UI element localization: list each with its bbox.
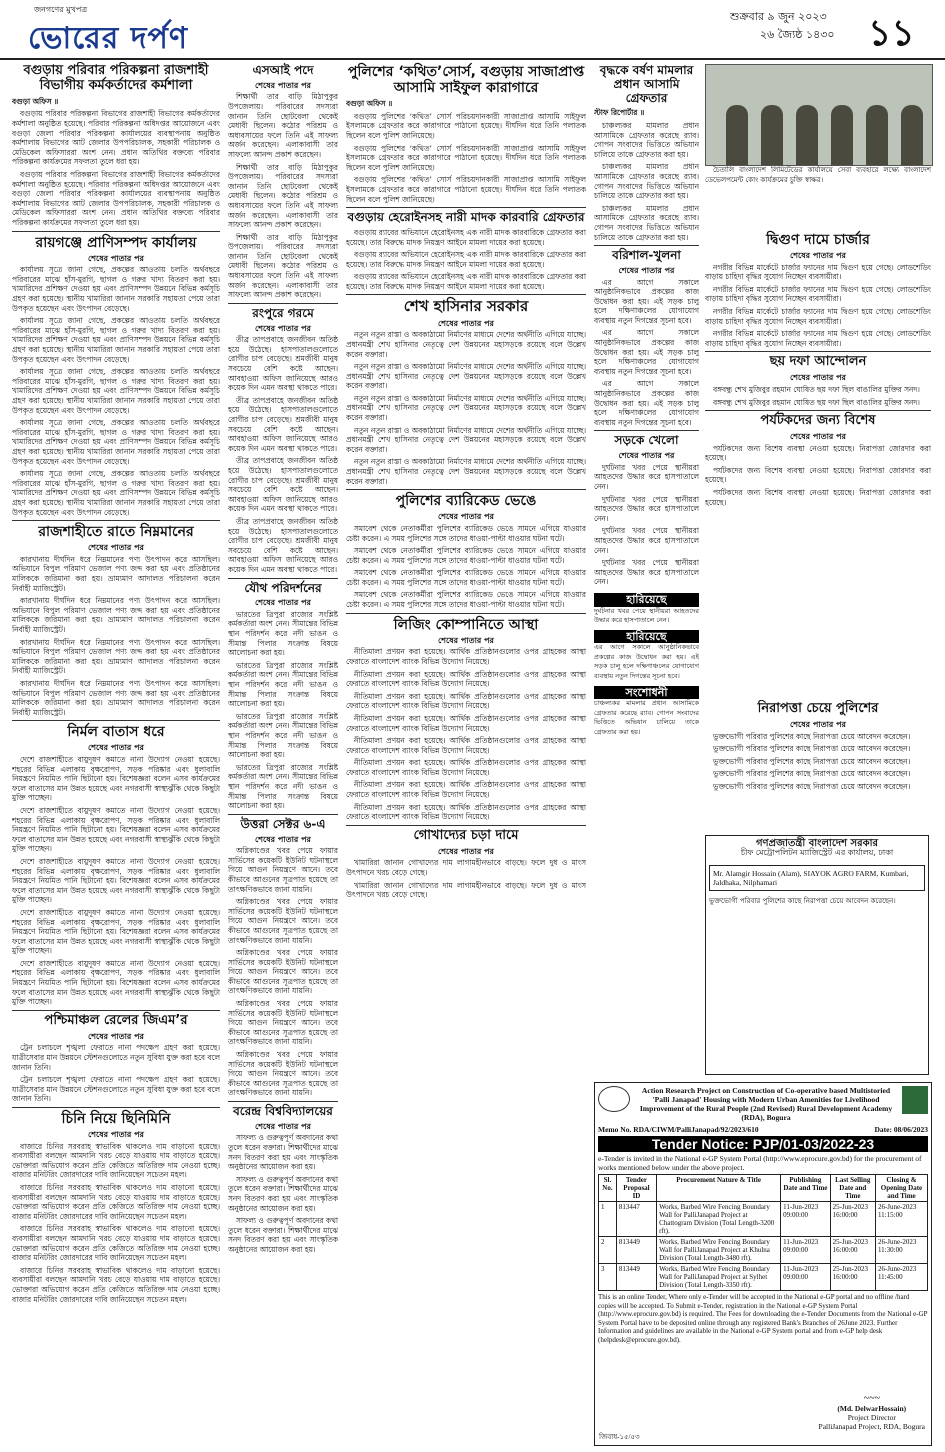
signer-name: (Md. DelwarHossain) <box>837 1404 907 1413</box>
subhead: শেষের পাতার পর <box>88 542 144 553</box>
cell: Works, Barbed Wire Fencing Boundary Wall for PalliJanapad Project at Chattogram Division (Total Length-3200 rft). <box>657 1202 781 1237</box>
headline: এসআই পদে <box>252 63 314 77</box>
subhead: শেষের পাতার পর <box>255 833 311 844</box>
ad-code: জিবাধ-১৫/৫৩ <box>599 1433 640 1441</box>
headline: পশ্চিমাঞ্চল রেলের জিএম’র <box>44 1012 188 1028</box>
subhead: শেষের পাতার পর <box>618 450 675 461</box>
article-text: সমাবেশ থেকে নেতাকর্মীরা পুলিশের ব্যারিকেড ভেঙে সামনে এগিয়ে যাওয়ার চেষ্টা করেন। এ সময় পুলিশের সঙ্গে তাদের ধাওয়া-পাল্টা ধাওয়ার ঘটনা ঘটে। <box>346 590 586 610</box>
article-text: বাজারে চিনির সরবরাহ স্বাভাবিক থাকলেও দাম বাড়ানো হয়েছে। ব্যবসায়ীরা বলছেন আমদানি খরচ বেড়ে যাওয়ায় দাম বাড়াতে হয়েছে। ভোক্তারা অভিযোগ করেন প্রতি কেজিতে অতিরিক্ত দাম নেওয়া হচ্ছে। বাজার মনিটরিং জোরদারের দাবি জানিয়েছেন সচেতন মহল। <box>12 1224 220 1263</box>
cell: 25-Jun-2023 16:00:00 <box>830 1237 875 1264</box>
column-5 <box>705 230 931 700</box>
subhead: শেষের পাতার পর <box>255 597 311 608</box>
article-text: কারখানায় দীর্ঘদিন ধরে নিম্নমানের পণ্য উৎপাদন করে আসছিল। অভিযানে বিপুল পরিমাণ ভেজাল পণ্য জব্দ করা হয় এবং প্রতিষ্ঠানের মালিককে জরিমানা করা হয়। ভ্রাম্যমাণ আদালত পরিচালনা করেন নির্বাহী ম্যাজিস্ট্রেট। <box>12 678 220 717</box>
subhead: শেষের পাতার পর <box>438 845 494 856</box>
article-text: ভুক্তভোগী পরিবার পুলিশের কাছে নিরাপত্তা চেয়ে আবেদন করেছেন। <box>713 756 911 766</box>
article-text: দুর্ঘটনার খবর পেয়ে স্থানীয়রা আহতদের উদ্ধার করে হাসপাতালে নেন। <box>594 558 699 587</box>
col-header: Last Selling Date and Time <box>830 1175 875 1202</box>
article-text: দুর্ঘটনার খবর পেয়ে স্থানীয়রা আহতদের উদ্ধার করে হাসপাতালে নেন। <box>594 526 699 555</box>
headline: বরেন্দ্র বিশ্ববিদ্যালয়ের <box>233 1104 333 1118</box>
news-photo <box>705 64 933 166</box>
caption-text: চৈতালি বাংলাদেশ লিমিটেডের কার্যালয়ে সেবা ব্যবহারে লক্ষ্যে বাংলাদেশ ডেভেলপমেন্ট কোং কার্যক্রমের চুক্তি স্বাক্ষর। <box>705 166 931 184</box>
cell: 25-Jun-2023 16:00:00 <box>830 1264 875 1291</box>
column-1 <box>12 62 220 1442</box>
column-3 <box>346 62 586 1442</box>
newspaper-logo: ভোরের দর্পণ <box>28 21 188 56</box>
rda-logo <box>598 1086 630 1112</box>
article-text: ভারতের ত্রিপুরা রাজ্যের সংশ্লিষ্ট কর্মকর্তারা অংশ নেন। সীমান্তের বিভিন্ন স্থান পরিদর্শন করে নদী ভাঙন ও সীমান্ত পিলার সংক্রান্ত বিষয়ে আলোচনা করা হয়। <box>228 609 338 658</box>
article-text: নগরীর বিভিন্ন মার্কেটে চার্জার ফ্যানের দাম দ্বিগুণ হয়ে গেছে। লোডশেডিং বাড়ায় চাহিদা বৃদ্ধির সুযোগ নিচ্ছেন ব্যবসায়ীরা। <box>705 262 931 282</box>
subhead: শেষের পাতার পর <box>255 79 311 90</box>
article-text: ভারতের ত্রিপুরা রাজ্যের সংশ্লিষ্ট কর্মকর্তারা অংশ নেন। সীমান্তের বিভিন্ন স্থান পরিদর্শন করে নদী ভাঙন ও সীমান্ত পিলার সংক্রান্ত বিষয়ে আলোচনা করা হয়। <box>228 660 338 709</box>
subhead: শেষের পাতার পর <box>255 322 311 333</box>
subhead: শেষের পাতার পর <box>790 718 846 729</box>
article-text: সমাবেশ থেকে নেতাকর্মীরা পুলিশের ব্যারিকেড ভেঙে সামনে এগিয়ে যাওয়ার চেষ্টা করেন। এ সময় পুলিশের সঙ্গে তাদের ধাওয়া-পাল্টা ধাওয়ার ঘটনা ঘটে। <box>346 568 586 587</box>
subhead: শেষের পাতার পর <box>438 317 494 328</box>
headline: দ্বিগুণ দামে চার্জার <box>766 232 870 248</box>
article-text: তীব্র তাপপ্রবাহে জনজীবন অতিষ্ঠ হয়ে উঠেছে। হাসপাতালগুলোতে রোগীর চাপ বেড়েছে। শ্রমজীবী মানুষ সবচেয়ে বেশি কষ্টে আছেন। আবহাওয়া অফিস জানিয়েছে আরও কয়েক দিন এমন অবস্থা থাকতে পারে। <box>228 456 338 514</box>
cell: 2 <box>599 1237 617 1264</box>
cell: Works, Barbed Wire Fencing Boundary Wall for PalliJanapad Project at Khulna Division (Total Length-3480 rft). <box>657 1237 781 1264</box>
article-text: কার্যালয় সূত্রে জানা গেছে, প্রকল্পের আওতায় চলতি অর্থবছরে পরিবারের মাঝে হাঁস-মুরগি, ছাগল ও গরুর খাদ্য বিতরণ করা হয়। খামারিদের প্রশিক্ষণ দেওয়া হয় এবং প্রাণিসম্পদ উন্নয়নে বিভিন্ন কর্মসূচি গ্রহণ করা হয়েছে। স্থানীয় খামারিরা জানান সরকারি সহায়তা পেয়ে তারা উপকৃত হয়েছেন এবং উৎপাদন বেড়েছে। <box>12 367 220 415</box>
article-text: কার্যালয় সূত্রে জানা গেছে, প্রকল্পের আওতায় চলতি অর্থবছরে পরিবারের মাঝে হাঁস-মুরগি, ছাগল ও গরুর খাদ্য বিতরণ করা হয়। খামারিদের প্রশিক্ষণ দেওয়া হয় এবং প্রাণিসম্পদ উন্নয়নে বিভিন্ন কর্মসূচি গ্রহণ করা হয়েছে। স্থানীয় খামারিরা জানান সরকারি সহায়তা পেয়ে তারা উপকৃত হয়েছেন এবং উৎপাদন বেড়েছে। <box>12 469 220 517</box>
article-text: তীব্র তাপপ্রবাহে জনজীবন অতিষ্ঠ হয়ে উঠেছে। হাসপাতালগুলোতে রোগীর চাপ বেড়েছে। শ্রমজীবী মানুষ সবচেয়ে বেশি কষ্টে আছেন। আবহাওয়া অফিস জানিয়েছে আরও কয়েক দিন এমন অবস্থা থাকতে পারে। <box>228 516 338 574</box>
col-header: Tender Proposal ID <box>616 1175 656 1202</box>
headline: সড়কে খেলো <box>614 433 679 448</box>
tender-notice-number: Tender Notice: PJP/01-03/2022-23 <box>598 1136 928 1152</box>
headline: রায়গঞ্জে প্রাণিসম্পদ কার্যালয় <box>35 234 197 251</box>
article-text: চাঞ্চল্যকর মামলার প্রধান আসামিকে গ্রেফতার করেছে র‌্যাব। গোপন সংবাদের ভিত্তিতে অভিযান চালিয়ে তাকে গ্রেফতার করা হয়। <box>594 162 699 201</box>
article-text: দেশে রাজশাহীতে বায়ুদূষণ কমাতে নানা উদ্যোগ নেওয়া হয়েছে। শহরের বিভিন্ন এলাকায় বৃক্ষরোপণ, সড়ক পরিষ্কার এবং ধুলাবালি নিয়ন্ত্রণে নিয়মিত পানি ছিটানো হয়। বিশেষজ্ঞরা বলেন এসব কার্যক্রমের ফলে বাতাসের মান উন্নত হয়েছে এবং নগরবাসী স্বাস্থ্যঝুঁকি থেকে কিছুটা মুক্তি পাচ্ছেন। <box>12 907 220 956</box>
article-text: নীতিমালা প্রণয়ন করা হয়েছে। আর্থিক প্রতিষ্ঠানগুলোর ওপর গ্রাহকের আস্থা ফেরাতে বাংলাদেশ ব্যাংক বিভিন্ন উদ্যোগ নিয়েছে। <box>346 713 586 733</box>
subhead: শেষের পাতার পর <box>88 742 144 753</box>
article-text: ট্রেন চলাচলে শৃঙ্খলা ফেরাতে নানা পদক্ষেপ গ্রহণ করা হয়েছে। যাত্রীসেবার মান উন্নয়নে স্টেশনগুলোতে নতুন সুবিধা যুক্ত করা হবে বলে জানান তিনি। <box>12 1075 220 1104</box>
article-text: অগ্নিকাণ্ডের খবর পেয়ে ফায়ার সার্ভিসের কয়েকটি ইউনিট ঘটনাস্থলে গিয়ে আগুন নিয়ন্ত্রণে আনে। তবে কীভাবে আগুনের সূত্রপাত হয়েছে তা তাৎক্ষণিকভাবে জানা যায়নি। <box>228 846 338 894</box>
article-text: কারখানায় দীর্ঘদিন ধরে নিম্নমানের পণ্য উৎপাদন করে আসছিল। অভিযানে বিপুল পরিমাণ ভেজাল পণ্য জব্দ করা হয় এবং প্রতিষ্ঠানের মালিককে জরিমানা করা হয়। ভ্রাম্যমাণ আদালত পরিচালনা করেন নির্বাহী ম্যাজিস্ট্রেট। <box>12 596 220 634</box>
article-text: বঙ্গবন্ধু শেখ মুজিবুর রহমান ঘোষিত ছয় দফা ছিল বাঙালির মুক্তির সনদ। <box>713 384 920 394</box>
court-subtitle: চীফ মেট্রোপলিটন ম্যাজিস্ট্রেট এর কার্যালয়, ঢাকা <box>740 848 894 857</box>
byline: বগুড়া অফিস ॥ <box>12 96 59 106</box>
subhead: শেষের পাতার পর <box>790 431 846 442</box>
article-text: সমাবেশ থেকে নেতাকর্মীরা পুলিশের ব্যারিকেড ভেঙে সামনে এগিয়ে যাওয়ার চেষ্টা করেন। এ সময় পুলিশের সঙ্গে তাদের ধাওয়া-পাল্টা ধাওয়ার ঘটনা ঘটে। <box>346 546 586 565</box>
article-text: নতুন নতুন রাস্তা ও অবকাঠামো নির্মাণের মাধ্যমে দেশের অর্থনীতি এগিয়ে যাচ্ছে। প্রধানমন্ত্রী শেখ হাসিনার নেতৃত্বে দেশ উন্নয়নের মহাসড়কে রয়েছে বলে উল্লেখ করেন বক্তারা। <box>346 330 586 359</box>
article-text: শিক্ষার্থী তার বাড়ি মিঠাপুকুর উপজেলায়। পরিবারের সদস্যরা জানান তিনি ছোটবেলা থেকেই মেধাবী ছিলেন। কঠোর পরিশ্রম ও অধ্যবসায়ের ফলে তিনি এই সাফল্য অর্জন করেছেন। এলাকাবাসী তার সাফল্যে আনন্দ প্রকাশ করেছেন। <box>228 232 338 300</box>
tender-date: Date: 08/06/2023 <box>874 1125 928 1134</box>
article-text: নীতিমালা প্রণয়ন করা হয়েছে। আর্থিক প্রতিষ্ঠানগুলোর ওপর গ্রাহকের আস্থা ফেরাতে বাংলাদেশ ব্যাংক বিভিন্ন উদ্যোগ নিয়েছে। <box>346 691 586 711</box>
article-text: বঙ্গবন্ধু শেখ মুজিবুর রহমান ঘোষিত ছয় দফা ছিল বাঙালির মুক্তির সনদ। <box>713 397 920 407</box>
article-text: বাজারে চিনির সরবরাহ স্বাভাবিক থাকলেও দাম বাড়ানো হয়েছে। ব্যবসায়ীরা বলছেন আমদানি খরচ বেড়ে যাওয়ায় দাম বাড়াতে হয়েছে। ভোক্তারা অভিযোগ করেন প্রতি কেজিতে অতিরিক্ত দাম নেওয়া হচ্ছে। বাজার মনিটরিং জোরদারের দাবি জানিয়েছেন সচেতন মহল। <box>12 1265 220 1304</box>
col-header: Publishing Date and Time <box>781 1175 831 1202</box>
cell: 813449 <box>616 1264 656 1291</box>
headline: পুলিশের ‘কথিত’সোর্স, বগুড়ায় সাজাপ্রাপ্ত আসামি সাইফুল কারাগারে <box>347 64 585 97</box>
subhead: শেষের পাতার পর <box>790 372 846 383</box>
article-text: শিক্ষার্থী তার বাড়ি মিঠাপুকুর উপজেলায়। পরিবারের সদস্যরা জানান তিনি ছোটবেলা থেকেই মেধাবী ছিলেন। কঠোর পরিশ্রম ও অধ্যবসায়ের ফলে তিনি এই সাফল্য অর্জন করেছেন। এলাকাবাসী তার সাফল্যে আনন্দ প্রকাশ করেছেন। <box>228 162 338 230</box>
article-text: ভুক্তভোগী পরিবার পুলিশের কাছে নিরাপত্তা চেয়ে আবেদন করেছেন। <box>713 731 911 741</box>
article-text: নীতিমালা প্রণয়ন করা হয়েছে। আর্থিক প্রতিষ্ঠানগুলোর ওপর গ্রাহকের আস্থা ফেরাতে বাংলাদেশ ব্যাংক বিভিন্ন উদ্যোগ নিয়েছে। <box>346 669 586 689</box>
article-text: নতুন নতুন রাস্তা ও অবকাঠামো নির্মাণের মাধ্যমে দেশের অর্থনীতি এগিয়ে যাচ্ছে। প্রধানমন্ত্রী শেখ হাসিনার নেতৃত্বে দেশ উন্নয়নের মহাসড়কে রয়েছে বলে উল্লেখ করেন বক্তারা। <box>346 393 586 423</box>
article-text: ভুক্তভোগী পরিবার পুলিশের কাছে নিরাপত্তা চেয়ে আবেদন করেছেন। <box>713 781 911 791</box>
headline: চিনি নিয়ে ছিনিমিনি <box>61 1110 171 1127</box>
page-number: ১১ <box>868 13 915 54</box>
article-text: অগ্নিকাণ্ডের খবর পেয়ে ফায়ার সার্ভিসের কয়েকটি ইউনিট ঘটনাস্থলে গিয়ে আগুন নিয়ন্ত্রণে আনে। তবে কীভাবে আগুনের সূত্রপাত হয়েছে তা তাৎক্ষণিকভাবে জানা যায়নি। <box>228 897 338 945</box>
article-text: শিক্ষার্থী তার বাড়ি মিঠাপুকুর উপজেলায়। পরিবারের সদস্যরা জানান তিনি ছোটবেলা থেকেই মেধাবী ছিলেন। কঠোর পরিশ্রম ও অধ্যবসায়ের ফলে তিনি এই সাফল্য অর্জন করেছেন। এলাকাবাসী তার সাফল্যে আনন্দ প্রকাশ করেছেন। <box>228 92 338 159</box>
article-text: অগ্নিকাণ্ডের খবর পেয়ে ফায়ার সার্ভিসের কয়েকটি ইউনিট ঘটনাস্থলে গিয়ে আগুন নিয়ন্ত্রণে আনে। তবে কীভাবে আগুনের সূত্রপাত হয়েছে তা তাৎক্ষণিকভাবে জানা যায়নি। <box>228 1050 338 1098</box>
article-text: কারখানায় দীর্ঘদিন ধরে নিম্নমানের পণ্য উৎপাদন করে আসছিল। অভিযানে বিপুল পরিমাণ ভেজাল পণ্য জব্দ করা হয় এবং প্রতিষ্ঠানের মালিককে জরিমানা করা হয়। ভ্রাম্যমাণ আদালত পরিচালনা করেন নির্বাহী ম্যাজিস্ট্রেট। <box>12 554 220 593</box>
article-text: বগুড়ায় র‌্যাবের অভিযানে হেরোইনসহ এক নারী মাদক কারবারিকে গ্রেফতার করা হয়েছে। তার বিরুদ্ধে মাদক নিয়ন্ত্রণ আইনে মামলা দায়ের করা হয়েছে। <box>346 250 586 269</box>
article-text: কার্যালয় সূত্রে জানা গেছে, প্রকল্পের আওতায় চলতি অর্থবছরে পরিবারের মাঝে হাঁস-মুরগি, ছাগল ও গরুর খাদ্য বিতরণ করা হয়। খামারিদের প্রশিক্ষণ দেওয়া হয় এবং প্রাণিসম্পদ উন্নয়নে বিভিন্ন কর্মসূচি গ্রহণ করা হয়েছে। স্থানীয় খামারিরা জানান সরকারি সহায়তা পেয়ে তারা উপকৃত হয়েছেন এবং উৎপাদন বেড়েছে। <box>12 265 220 313</box>
notice-text: দুর্ঘটনার খবর পেয়ে স্থানীয়রা আহতদের উদ্ধার করে হাসপাতালে নেন। <box>594 606 699 625</box>
table-row <box>599 1264 928 1291</box>
article-text: অগ্নিকাণ্ডের খবর পেয়ে ফায়ার সার্ভিসের কয়েকটি ইউনিট ঘটনাস্থলে গিয়ে আগুন নিয়ন্ত্রণে আনে। তবে কীভাবে আগুনের সূত্রপাত হয়েছে তা তাৎক্ষণিকভাবে জানা যায়নি। <box>228 948 338 996</box>
article-text: এর আগে সকালে আনুষ্ঠানিকভাবে প্রকল্পের কাজ উদ্বোধন করা হয়। এই সড়ক চালু হলে দক্ষিণাঞ্চলের যোগাযোগ ব্যবস্থায় নতুন দিগন্তের সূচনা হবে। <box>594 379 699 427</box>
headline: গোখাদ্যের চড়া দামে <box>413 827 519 843</box>
article-text: কার্যালয় সূত্রে জানা গেছে, প্রকল্পের আওতায় চলতি অর্থবছরে পরিবারের মাঝে হাঁস-মুরগি, ছাগল ও গরুর খাদ্য বিতরণ করা হয়। খামারিদের প্রশিক্ষণ দেওয়া হয় এবং প্রাণিসম্পদ উন্নয়নে বিভিন্ন কর্মসূচি গ্রহণ করা হয়েছে। স্থানীয় খামারিরা জানান সরকারি সহায়তা পেয়ে তারা উপকৃত হয়েছেন এবং উৎপাদন বেড়েছে। <box>12 418 220 466</box>
subhead: শেষের পাতার পর <box>438 634 494 645</box>
article-text: পর্যটকদের জন্য বিশেষ ব্যবস্থা নেওয়া হয়েছে। নিরাপত্তা জোরদার করা হয়েছে। <box>705 465 931 485</box>
signature: ~~~ <box>863 1393 880 1404</box>
article-text: বগুড়ায় পুলিশের ‘কথিত’ সোর্স পরিচয়দানকারী সাজাপ্রাপ্ত আসামি সাইফুল ইসলামকে গ্রেফতার করে কারাগারে পাঠানো হয়েছে। দীর্ঘদিন ধরে তিনি পলাতক ছিলেন বলে পুলিশ জানিয়েছে। <box>346 111 586 140</box>
notice-correction: সংশোধনী <box>594 686 699 700</box>
article-text: তীব্র তাপপ্রবাহে জনজীবন অতিষ্ঠ হয়ে উঠেছে। হাসপাতালগুলোতে রোগীর চাপ বেড়েছে। শ্রমজীবী মানুষ সবচেয়ে বেশি কষ্টে আছেন। আবহাওয়া অফিস জানিয়েছে আরও কয়েক দিন এমন অবস্থা থাকতে পারে। <box>228 335 338 393</box>
subhead: শেষের পাতার পর <box>790 250 846 261</box>
headline: লিজিং কোম্পানিতে আস্থা <box>393 616 539 633</box>
article-text: পর্যটকদের জন্য বিশেষ ব্যবস্থা নেওয়া হয়েছে। নিরাপত্তা জোরদার করা হয়েছে। <box>705 488 931 507</box>
article-text: ভারতের ত্রিপুরা রাজ্যের সংশ্লিষ্ট কর্মকর্তারা অংশ নেন। সীমান্তের বিভিন্ন স্থান পরিদর্শন করে নদী ভাঙন ও সীমান্ত পিলার সংক্রান্ত বিষয়ে আলোচনা করা হয়। <box>228 762 338 811</box>
article-text: দুর্ঘটনার খবর পেয়ে স্থানীয়রা আহতদের উদ্ধার করে হাসপাতালে নেন। <box>594 462 699 491</box>
headline: শেখ হাসিনার সরকার <box>403 297 529 316</box>
subhead: শেষের পাতার পর <box>88 1129 144 1140</box>
tender-heading: Action Research Project on Construction of Co-operative based Multistoried 'Palli Janapad' Housing with Modern Urban Amenities for Livelihood Improvement of the Rural People (2nd Revised) Rural Development Academy (RDA), Bogura <box>639 1086 893 1122</box>
portrait-image <box>902 1086 928 1114</box>
article-text: বগুড়ায় র‌্যাবের অভিযানে হেরোইনসহ এক নারী মাদক কারবারিকে গ্রেফতার করা হয়েছে। তার বিরুদ্ধে মাদক নিয়ন্ত্রণ আইনে মামলা দায়ের করা হয়েছে। <box>346 272 586 291</box>
signer-office: PalliJanapad Project, RDA, Bogura <box>818 1422 925 1431</box>
cell: 26-June-2023 11:30:00 <box>875 1237 927 1264</box>
article-text: দুর্ঘটনার খবর পেয়ে স্থানীয়রা আহতদের উদ্ধার করে হাসপাতালে নেন। <box>594 494 699 523</box>
byline: স্টাফ রিপোর্টার ॥ <box>594 108 645 118</box>
tender-table <box>598 1174 928 1291</box>
article-text: তীব্র তাপপ্রবাহে জনজীবন অতিষ্ঠ হয়ে উঠেছে। হাসপাতালগুলোতে রোগীর চাপ বেড়েছে। শ্রমজীবী মানুষ সবচেয়ে বেশি কষ্টে আছেন। আবহাওয়া অফিস জানিয়েছে আরও কয়েক দিন এমন অবস্থা থাকতে পারে। <box>228 395 338 453</box>
masthead <box>0 0 945 60</box>
article-text: নগরীর বিভিন্ন মার্কেটে চার্জার ফ্যানের দাম দ্বিগুণ হয়ে গেছে। লোডশেডিং বাড়ায় চাহিদা বৃদ্ধির সুযোগ নিচ্ছেন ব্যবসায়ীরা। <box>705 329 931 348</box>
article-text: বগুড়ায় র‌্যাবের অভিযানে হেরোইনসহ এক নারী মাদক কারবারিকে গ্রেফতার করা হয়েছে। তার বিরুদ্ধে মাদক নিয়ন্ত্রণ আইনে মামলা দায়ের করা হয়েছে। <box>346 227 586 247</box>
headline: বরিশাল-খুলনা <box>612 248 681 263</box>
table-row <box>599 1237 928 1264</box>
tagline: জনগণের মুখপত্র <box>34 5 88 14</box>
tender-intro: e-Tender is invited in the National e-GP System Portal (http://www.eprocure.gov.bd) for the procurement of works mentioned below under the above project. <box>598 1154 922 1172</box>
article-text: সাফল্য ও গুরুত্বপূর্ণ অবদানের কথা তুলে ধরেন বক্তারা। শিক্ষার্থীদের মাঝে সনদ বিতরণ করা হয় এবং সাংস্কৃতিক অনুষ্ঠানের আয়োজন করা হয়। <box>228 1216 338 1254</box>
article-text: নীতিমালা প্রণয়ন করা হয়েছে। আর্থিক প্রতিষ্ঠানগুলোর ওপর গ্রাহকের আস্থা ফেরাতে বাংলাদেশ ব্যাংক বিভিন্ন উদ্যোগ নিয়েছে। <box>346 736 586 755</box>
article-text: সমাবেশ থেকে নেতাকর্মীরা পুলিশের ব্যারিকেড ভেঙে সামনে এগিয়ে যাওয়ার চেষ্টা করেন। এ সময় পুলিশের সঙ্গে তাদের ধাওয়া-পাল্টা ধাওয়ার ঘটনা ঘটে। <box>346 523 586 543</box>
cell: 1 <box>599 1202 617 1237</box>
memo-number: Memo No. RDA/CIWM/PalliJanapad/92/2023/610 <box>598 1125 759 1134</box>
article-text: অগ্নিকাণ্ডের খবর পেয়ে ফায়ার সার্ভিসের কয়েকটি ইউনিট ঘটনাস্থলে গিয়ে আগুন নিয়ন্ত্রণে আনে। তবে কীভাবে আগুনের সূত্রপাত হয়েছে তা তাৎক্ষণিকভাবে জানা যায়নি। <box>228 999 338 1047</box>
cell: 26-June-2023 11:45:00 <box>875 1264 927 1291</box>
article-text: নীতিমালা প্রণয়ন করা হয়েছে। আর্থিক প্রতিষ্ঠানগুলোর ওপর গ্রাহকের আস্থা ফেরাতে বাংলাদেশ ব্যাংক বিভিন্ন উদ্যোগ নিয়েছে। <box>346 802 586 822</box>
article-text: নতুন নতুন রাস্তা ও অবকাঠামো নির্মাণের মাধ্যমে দেশের অর্থনীতি এগিয়ে যাচ্ছে। প্রধানমন্ত্রী শেখ হাসিনার নেতৃত্বে দেশ উন্নয়নের মহাসড়কে রয়েছে বলে উল্লেখ করেন বক্তারা। <box>346 457 586 486</box>
article-text: ভুক্তভোগী পরিবার পুলিশের কাছে নিরাপত্তা চেয়ে আবেদন করেছেন। <box>713 744 911 754</box>
article-text: দেশে রাজশাহীতে বায়ুদূষণ কমাতে নানা উদ্যোগ নেওয়া হয়েছে। শহরের বিভিন্ন এলাকায় বৃক্ষরোপণ, সড়ক পরিষ্কার এবং ধুলাবালি নিয়ন্ত্রণে নিয়মিত পানি ছিটানো হয়। বিশেষজ্ঞরা বলেন এসব কার্যক্রমের ফলে বাতাসের মান উন্নত হয়েছে এবং নগরবাসী স্বাস্থ্যঝুঁকি থেকে কিছুটা মুক্তি পাচ্ছেন। <box>12 958 220 1007</box>
subhead: শেষের পাতার পর <box>88 252 144 263</box>
court-text: ভুক্তভোগী পরিবার পুলিশের কাছে নিরাপত্তা চেয়ে আবেদন করেছেন। <box>709 897 896 905</box>
article-text: ভারতের ত্রিপুরা রাজ্যের সংশ্লিষ্ট কর্মকর্তারা অংশ নেন। সীমান্তের বিভিন্ন স্থান পরিদর্শন করে নদী ভাঙন ও সীমান্ত পিলার সংক্রান্ত বিষয়ে আলোচনা করা হয়। <box>228 711 338 760</box>
headline: পর্যটকদের জন্য বিশেষ <box>760 413 876 429</box>
article-text: দেশে রাজশাহীতে বায়ুদূষণ কমাতে নানা উদ্যোগ নেওয়া হয়েছে। শহরের বিভিন্ন এলাকায় বৃক্ষরোপণ, সড়ক পরিষ্কার এবং ধুলাবালি নিয়ন্ত্রণে নিয়মিত পানি ছিটানো হয়। বিশেষজ্ঞরা বলেন এসব কার্যক্রমের ফলে বাতাসের মান উন্নত হয়েছে এবং নগরবাসী স্বাস্থ্যঝুঁকি থেকে কিছুটা মুক্তি পাচ্ছেন। <box>12 856 220 905</box>
headline: উত্তরা সেক্টর ৬-এ <box>240 816 326 831</box>
article-text: এর আগে সকালে আনুষ্ঠানিকভাবে প্রকল্পের কাজ উদ্বোধন করা হয়। এই সড়ক চালু হলে দক্ষিণাঞ্চলের যোগাযোগ ব্যবস্থায় নতুন দিগন্তের সূচনা হবে। <box>594 277 699 325</box>
article-text: পর্যটকদের জন্য বিশেষ ব্যবস্থা নেওয়া হয়েছে। নিরাপত্তা জোরদার করা হয়েছে। <box>705 443 931 463</box>
article-text: নীতিমালা প্রণয়ন করা হয়েছে। আর্থিক প্রতিষ্ঠানগুলোর ওপর গ্রাহকের আস্থা ফেরাতে বাংলাদেশ ব্যাংক বিভিন্ন উদ্যোগ নিয়েছে। <box>346 780 586 800</box>
article-text: বাজারে চিনির সরবরাহ স্বাভাবিক থাকলেও দাম বাড়ানো হয়েছে। ব্যবসায়ীরা বলছেন আমদানি খরচ বেড়ে যাওয়ায় দাম বাড়াতে হয়েছে। ভোক্তারা অভিযোগ করেন প্রতি কেজিতে অতিরিক্ত দাম নেওয়া হচ্ছে। বাজার মনিটরিং জোরদারের দাবি জানিয়েছেন সচেতন মহল। <box>12 1183 220 1221</box>
col-header: Closing & Opening Date and Time <box>875 1175 927 1202</box>
article-text: চাঞ্চল্যকর মামলার প্রধান আসামিকে গ্রেফতার করেছে র‌্যাব। গোপন সংবাদের ভিত্তিতে অভিযান চালিয়ে তাকে গ্রেফতার করা হয়। <box>594 203 699 242</box>
headline: রংপুরে গরমে <box>252 305 314 320</box>
photo-caption <box>705 166 931 226</box>
column-6 <box>705 700 931 830</box>
tender-note: This is an online Tender, Where only e-Tender will be accepted in the National e-GP portal and no offline /hard copies will be accepted. To Submit e-Tender, registration in the National e-GP System Portal (http://www.eprocure.gov.bd) is required. The Fees for downloading the e-Tender Documents from the National e-GP System Portal have to be deposited online through any registered Bank's Branches of 26June 2023. Further Information and guidelines are available in the National e-GP System portal and from e-GP help desk (helpdesk@eprocure.gov.bd). <box>598 1293 928 1344</box>
headline: নির্মল বাতাস ধরে <box>67 724 165 741</box>
article-text: চাঞ্চল্যকর মামলার প্রধান আসামিকে গ্রেফতার করেছে র‌্যাব। গোপন সংবাদের ভিত্তিতে অভিযান চালিয়ে তাকে গ্রেফতার করা হয়। <box>594 120 699 159</box>
notice-lost-2: হারিয়েছে <box>594 630 699 644</box>
byline: বগুড়া অফিস ॥ <box>346 99 393 109</box>
cell: 11-Jun-2023 09:00:00 <box>781 1237 831 1264</box>
headline: যৌথ পরিদর্শনের <box>244 580 322 595</box>
headline: ছয় দফা আন্দোলন <box>769 354 867 370</box>
article-text: সাফল্য ও গুরুত্বপূর্ণ অবদানের কথা তুলে ধরেন বক্তারা। শিক্ষার্থীদের মাঝে সনদ বিতরণ করা হয় এবং সাংস্কৃতিক অনুষ্ঠানের আয়োজন করা হয়। <box>228 1174 338 1213</box>
article-text: কার্যালয় সূত্রে জানা গেছে, প্রকল্পের আওতায় চলতি অর্থবছরে পরিবারের মাঝে হাঁস-মুরগি, ছাগল ও গরুর খাদ্য বিতরণ করা হয়। খামারিদের প্রশিক্ষণ দেওয়া হয় এবং প্রাণিসম্পদ উন্নয়নে বিভিন্ন কর্মসূচি গ্রহণ করা হয়েছে। স্থানীয় খামারিরা জানান সরকারি সহায়তা পেয়ে তারা উপকৃত হয়েছেন এবং উৎপাদন বেড়েছে। <box>12 316 220 364</box>
article-text: সাফল্য ও গুরুত্বপূর্ণ অবদানের কথা তুলে ধরেন বক্তারা। শিক্ষার্থীদের মাঝে সনদ বিতরণ করা হয় এবং সাংস্কৃতিক অনুষ্ঠানের আয়োজন করা হয়। <box>228 1133 338 1172</box>
article-text: দেশে রাজশাহীতে বায়ুদূষণ কমাতে নানা উদ্যোগ নেওয়া হয়েছে। শহরের বিভিন্ন এলাকায় বৃক্ষরোপণ, সড়ক পরিষ্কার এবং ধুলাবালি নিয়ন্ত্রণে নিয়মিত পানি ছিটানো হয়। বিশেষজ্ঞরা বলেন এসব কার্যক্রমের ফলে বাতাসের মান উন্নত হয়েছে এবং নগরবাসী স্বাস্থ্যঝুঁকি থেকে কিছুটা মুক্তি পাচ্ছেন। <box>12 755 220 803</box>
cell: 26-June-2023 11:15:00 <box>875 1202 927 1237</box>
cell: 11-Jun-2023 09:00:00 <box>781 1202 831 1237</box>
article-text: নতুন নতুন রাস্তা ও অবকাঠামো নির্মাণের মাধ্যমে দেশের অর্থনীতি এগিয়ে যাচ্ছে। প্রধানমন্ত্রী শেখ হাসিনার নেতৃত্বে দেশ উন্নয়নের মহাসড়কে রয়েছে বলে উল্লেখ করেন বক্তারা। <box>346 362 586 391</box>
headline: নিরাপত্তা চেয়ে পুলিশের <box>757 701 879 716</box>
article-text: বগুড়ায় পরিবার পরিকল্পনা বিভাগের রাজশাহী বিভাগের কর্মকর্তাদের কর্মশালা অনুষ্ঠিত হয়েছে। পরিবার পরিকল্পনা অধিদপ্তর আয়োজনে এবং বগুড়া জেলা পরিবার পরিকল্পনা কার্যালয়ের ব্যবস্থাপনায় অনুষ্ঠিত কর্মশালায় বিভাগের আট জেলার উপপরিচালক, সহকারী পরিচালক ও মেডিকেল অফিসাররা অংশ নেন। প্রধান অতিথির বক্তব্যে পরিবার পরিকল্পনা কার্যক্রমের সফলতা তুলে ধরা হয়। <box>12 170 220 227</box>
col-header: Sl. No. <box>599 1175 617 1202</box>
article-text: নগরীর বিভিন্ন মার্কেটে চার্জার ফ্যানের দাম দ্বিগুণ হয়ে গেছে। লোডশেডিং বাড়ায় চাহিদা বৃদ্ধির সুযোগ নিচ্ছেন ব্যবসায়ীরা। <box>705 307 931 326</box>
article-text: কারখানায় দীর্ঘদিন ধরে নিম্নমানের পণ্য উৎপাদন করে আসছিল। অভিযানে বিপুল পরিমাণ ভেজাল পণ্য জব্দ করা হয় এবং প্রতিষ্ঠানের মালিককে জরিমানা করা হয়। ভ্রাম্যমাণ আদালত পরিচালনা করেন নির্বাহী ম্যাজিস্ট্রেট। <box>12 637 220 676</box>
article-text: বগুড়ায় পুলিশের ‘কথিত’ সোর্স পরিচয়দানকারী সাজাপ্রাপ্ত আসামি সাইফুল ইসলামকে গ্রেফতার করে কারাগারে পাঠানো হয়েছে। দীর্ঘদিন ধরে তিনি পলাতক ছিলেন বলে পুলিশ জানিয়েছে। <box>346 175 586 204</box>
notice-text: চাঞ্চল্যকর মামলার প্রধান আসামিকে গ্রেফতার করেছে র‌্যাব। গোপন সংবাদের ভিত্তিতে অভিযান চালিয়ে তাকে গ্রেফতার করা হয়। <box>594 699 699 737</box>
cell: 11-Jun-2023 09:00:00 <box>781 1264 831 1291</box>
article-text: নগরীর বিভিন্ন মার্কেটে চার্জার ফ্যানের দাম দ্বিগুণ হয়ে গেছে। লোডশেডিং বাড়ায় চাহিদা বৃদ্ধির সুযোগ নিচ্ছেন ব্যবসায়ীরা। <box>705 284 931 304</box>
subhead: শেষের পাতার পর <box>618 264 675 275</box>
tender-notice <box>594 1082 932 1446</box>
notice-text: এর আগে সকালে আনুষ্ঠানিকভাবে প্রকল্পের কাজ উদ্বোধন করা হয়। এই সড়ক চালু হলে দক্ষিণাঞ্চলের যোগাযোগ ব্যবস্থায় নতুন দিগন্তের সূচনা হবে। <box>594 643 699 681</box>
subhead: শেষের পাতার পর <box>438 511 494 522</box>
article-text: ভুক্তভোগী পরিবার পুলিশের কাছে নিরাপত্তা চেয়ে আবেদন করেছেন। <box>713 769 911 779</box>
article-text: নীতিমালা প্রণয়ন করা হয়েছে। আর্থিক প্রতিষ্ঠানগুলোর ওপর গ্রাহকের আস্থা ফেরাতে বাংলাদেশ ব্যাংক বিভিন্ন উদ্যোগ নিয়েছে। <box>346 647 586 666</box>
notice-lost-1: হারিয়েছে <box>594 593 699 607</box>
article-text: বগুড়ায় পরিবার পরিকল্পনা বিভাগের রাজশাহী বিভাগের কর্মকর্তাদের কর্মশালা অনুষ্ঠিত হয়েছে। পরিবার পরিকল্পনা অধিদপ্তর আয়োজনে এবং বগুড়া জেলা পরিবার পরিকল্পনা কার্যালয়ের ব্যবস্থাপনায় অনুষ্ঠিত কর্মশালায় বিভাগের আট জেলার উপপরিচালক, সহকারী পরিচালক ও মেডিকেল অফিসাররা অংশ নেন। প্রধান অতিথির বক্তব্যে পরিবার পরিকল্পনা কার্যক্রমের সফলতা তুলে ধরা হয়। <box>12 109 220 167</box>
court-title: গণপ্রজাতন্ত্রী বাংলাদেশ সরকার <box>756 838 878 849</box>
column-2 <box>228 62 338 1442</box>
subhead: শেষের পাতার পর <box>255 1120 311 1131</box>
cell: 813449 <box>616 1237 656 1264</box>
article-text: নীতিমালা প্রণয়ন করা হয়েছে। আর্থিক প্রতিষ্ঠানগুলোর ওপর গ্রাহকের আস্থা ফেরাতে বাংলাদেশ ব্যাংক বিভিন্ন উদ্যোগ নিয়েছে। <box>346 758 586 777</box>
article-text: বগুড়ায় পুলিশের ‘কথিত’ সোর্স পরিচয়দানকারী সাজাপ্রাপ্ত আসামি সাইফুল ইসলামকে গ্রেফতার করে কারাগারে পাঠানো হয়েছে। দীর্ঘদিন ধরে তিনি পলাতক ছিলেন বলে পুলিশ জানিয়েছে। <box>346 143 586 172</box>
cell: 25-Jun-2023 16:00:00 <box>830 1202 875 1237</box>
article-text: দেশে রাজশাহীতে বায়ুদূষণ কমাতে নানা উদ্যোগ নেওয়া হয়েছে। শহরের বিভিন্ন এলাকায় বৃক্ষরোপণ, সড়ক পরিষ্কার এবং ধুলাবালি নিয়ন্ত্রণে নিয়মিত পানি ছিটানো হয়। বিশেষজ্ঞরা বলেন এসব কার্যক্রমের ফলে বাতাসের মান উন্নত হয়েছে এবং নগরবাসী স্বাস্থ্যঝুঁকি থেকে কিছুটা মুক্তি পাচ্ছেন। <box>12 805 220 854</box>
signer-title: Project Director <box>847 1413 896 1422</box>
cell: 3 <box>599 1264 617 1291</box>
headline: রাজশাহীতে রাতে নিম্নমানের <box>38 524 194 541</box>
cell: 813447 <box>616 1202 656 1237</box>
table-row <box>599 1202 928 1237</box>
court-person: Mr. Alamgir Hossain (Alam), SIAYOK AGRO FARM, Kumbari, Jaldhaka, Nilphamari <box>709 865 925 891</box>
article-text: নতুন নতুন রাস্তা ও অবকাঠামো নির্মাণের মাধ্যমে দেশের অর্থনীতি এগিয়ে যাচ্ছে। প্রধানমন্ত্রী শেখ হাসিনার নেতৃত্বে দেশ উন্নয়নের মহাসড়কে রয়েছে বলে উল্লেখ করেন বক্তারা। <box>346 425 586 454</box>
article-text: ট্রেন চলাচলে শৃঙ্খলা ফেরাতে নানা পদক্ষেপ গ্রহণ করা হয়েছে। যাত্রীসেবার মান উন্নয়নে স্টেশনগুলোতে নতুন সুবিধা যুক্ত করা হবে বলে জানান তিনি। <box>12 1043 220 1072</box>
headline: বৃদ্ধকে বর্ষণ মামলার প্রধান আসামি গ্রেফতার <box>599 63 694 105</box>
article-text: এর আগে সকালে আনুষ্ঠানিকভাবে প্রকল্পের কাজ উদ্বোধন করা হয়। এই সড়ক চালু হলে দক্ষিণাঞ্চলের যোগাযোগ ব্যবস্থায় নতুন দিগন্তের সূচনা হবে। <box>594 328 699 376</box>
court-notice <box>705 835 929 1075</box>
article-text: বাজারে চিনির সরবরাহ স্বাভাবিক থাকলেও দাম বাড়ানো হয়েছে। ব্যবসায়ীরা বলছেন আমদানি খরচ বেড়ে যাওয়ায় দাম বাড়াতে হয়েছে। ভোক্তারা অভিযোগ করেন প্রতি কেজিতে অতিরিক্ত দাম নেওয়া হচ্ছে। বাজার মনিটরিং জোরদারের দাবি জানিয়েছেন সচেতন মহল। <box>12 1141 220 1180</box>
headline: পুলিশের ব্যারিকেড ভেঙে <box>395 493 537 510</box>
headline: বগুড়ায় পরিবার পরিকল্পনা রাজশাহী বিভাগীয় কর্মকর্তাদের কর্মশালা <box>23 63 209 93</box>
col-header: Procurement Nature & Title <box>657 1175 781 1202</box>
column-4 <box>594 62 699 1077</box>
date-bengali: ২৬ জ্যৈষ্ঠ ১৪৩০ <box>760 28 835 41</box>
signature-block <box>819 1393 925 1431</box>
date-line: শুক্রবার ৯ জুন ২০২৩ <box>730 10 827 23</box>
cell: Works, Barbed Wire Fencing Boundary Wall for PalliJanapad Project at Sylhet Division (Total Length-3350 rft). <box>657 1264 781 1291</box>
headline: বগুড়ায় হেরোইনসহ নারী মাদক কারবারি গ্রেফতার <box>347 210 585 225</box>
subhead: শেষের পাতার পর <box>88 1030 144 1041</box>
article-text: খামারিরা জানান গোখাদ্যের দাম লাগামহীনভাবে বাড়ছে। ফলে দুধ ও মাংস উৎপাদনে খরচ বেড়ে গেছে। <box>346 858 586 877</box>
article-text: খামারিরা জানান গোখাদ্যের দাম লাগামহীনভাবে বাড়ছে। ফলে দুধ ও মাংস উৎপাদনে খরচ বেড়ে গেছে। <box>346 880 586 900</box>
